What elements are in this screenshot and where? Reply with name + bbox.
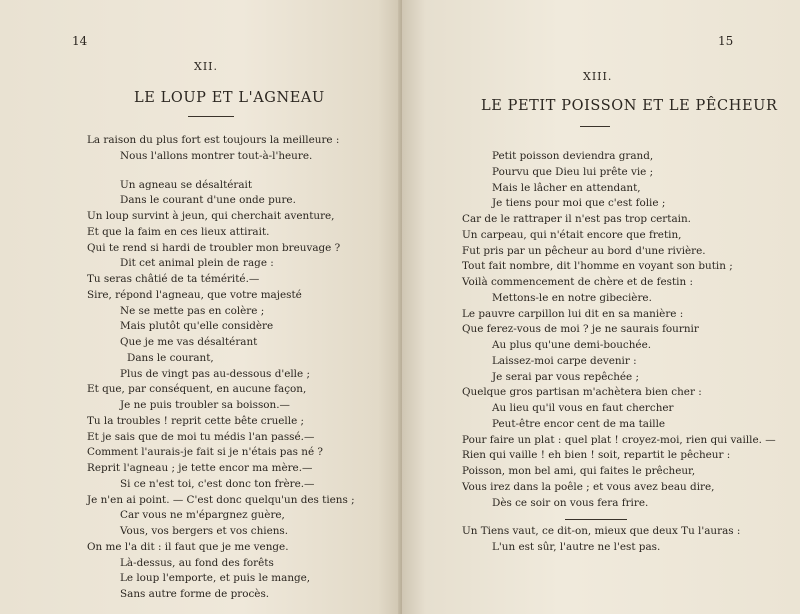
poem-line: Laissez-moi carpe devenir : bbox=[492, 354, 637, 367]
end-rule-right bbox=[565, 519, 627, 520]
poem-line: Mettons-le en notre gibecière. bbox=[492, 291, 652, 304]
stanza-break bbox=[462, 511, 776, 524]
poem-line: Si ce n'est toi, c'est donc ton frère.— bbox=[120, 477, 315, 490]
poem-line: Là-dessus, au fond des forêts bbox=[120, 556, 274, 569]
poem-line: L'un est sûr, l'autre ne l'est pas. bbox=[492, 541, 661, 553]
poem-line: Le loup l'emporte, et puis le mange, bbox=[120, 572, 311, 585]
poem-line: Vous, vos bergers et vos chiens. bbox=[120, 525, 289, 537]
poem-line: Dans le courant, bbox=[127, 351, 214, 364]
poem-line: Petit poisson deviendra grand, bbox=[492, 150, 654, 162]
poem-line: Dans le courant d'une onde pure. bbox=[120, 194, 296, 207]
poem-line: Tu seras châtié de ta témérité.— bbox=[87, 273, 260, 285]
poem-line: Que je me vas désaltérant bbox=[120, 336, 258, 348]
poem-line: Vous irez dans la poêle ; et vous avez beau dire, bbox=[462, 480, 715, 493]
poem-line: On me l'a dit : il faut que je me venge. bbox=[87, 540, 289, 553]
poem-line: Voilà commencement de chère et de festin : bbox=[462, 276, 693, 288]
poem-line: Quelque gros partisan m'achètera bien cher : bbox=[462, 386, 702, 399]
poem-line: Un Tiens vaut, ce dit-on, mieux que deux Tu l'auras : bbox=[462, 525, 741, 538]
title-rule-left bbox=[188, 116, 234, 117]
poem-line: Mais plutôt qu'elle considère bbox=[120, 320, 274, 333]
poem-line: Au lieu qu'il vous en faut chercher bbox=[492, 402, 674, 414]
poem-line: Je ne puis troubler sa boisson.— bbox=[120, 399, 290, 411]
poem-text-right bbox=[462, 149, 776, 556]
page-number-right: 15 bbox=[718, 34, 734, 48]
poem-line: Pour faire un plat : quel plat ! croyez-moi, rien qui vaille. — bbox=[462, 433, 776, 446]
poem-line: Pourvu que Dieu lui prête vie ; bbox=[492, 165, 654, 178]
poem-line: Mais le lâcher en attendant, bbox=[492, 181, 641, 194]
poem-line: Car vous ne m'épargnez guère, bbox=[120, 509, 285, 522]
right-page bbox=[402, 0, 800, 614]
poem-text-left bbox=[87, 133, 355, 603]
poem-line: Je serai par vous repêchée ; bbox=[492, 370, 639, 383]
poem-line: Peut-être encor cent de ma taille bbox=[492, 417, 666, 430]
stanza-break bbox=[87, 165, 355, 178]
poem-line: La raison du plus fort est toujours la meilleure : bbox=[87, 134, 340, 146]
poem-line: Plus de vingt pas au-dessous d'elle ; bbox=[120, 367, 310, 380]
poem-line: Poisson, mon bel ami, qui faites le prêcheur, bbox=[462, 465, 696, 477]
poem-line: Je n'en ai point. — C'est donc quelqu'un des tiens ; bbox=[87, 493, 355, 506]
poem-line: Tout fait nombre, dit l'homme en voyant son butin ; bbox=[462, 260, 733, 273]
poem-line: Un loup survint à jeun, qui cherchait aventure, bbox=[87, 210, 335, 222]
poem-line: Au plus qu'une demi-bouchée. bbox=[492, 339, 652, 351]
section-number-right: XIII. bbox=[583, 70, 613, 83]
title-rule-right bbox=[580, 126, 610, 127]
poem-line: Et je sais que de moi tu médis l'an passé.— bbox=[87, 430, 315, 443]
poem-line: Le pauvre carpillon lui dit en sa manière : bbox=[462, 307, 684, 320]
poem-title-right: LE PETIT POISSON ET LE PÊCHEUR bbox=[481, 98, 778, 114]
page-number-left: 14 bbox=[72, 34, 88, 48]
poem-line: Un agneau se désaltérait bbox=[120, 178, 253, 191]
poem-line: Et que, par conséquent, en aucune façon, bbox=[87, 383, 307, 396]
poem-line: Je tiens pour moi que c'est folie ; bbox=[492, 197, 666, 210]
poem-line: Nous l'allons montrer tout-à-l'heure. bbox=[120, 149, 313, 162]
section-number-left: XII. bbox=[194, 60, 219, 73]
poem-line: Rien qui vaille ! eh bien ! soit, repartit le pêcheur : bbox=[462, 449, 731, 462]
poem-line: Dit cet animal plein de rage : bbox=[120, 257, 274, 270]
poem-line: Car de le rattraper il n'est pas trop certain. bbox=[462, 213, 691, 225]
poem-line: Ne se mette pas en colère ; bbox=[120, 304, 265, 317]
poem-line: Fut pris par un pêcheur au bord d'une rivière. bbox=[462, 244, 706, 257]
poem-title-left: LE LOUP ET L'AGNEAU bbox=[134, 90, 325, 106]
poem-line: Qui te rend si hardi de troubler mon breuvage ? bbox=[87, 241, 341, 254]
poem-line: Sans autre forme de procès. bbox=[120, 588, 270, 600]
poem-line: Sire, répond l'agneau, que votre majesté bbox=[87, 288, 302, 301]
poem-line: Que ferez-vous de moi ? je ne saurais fournir bbox=[462, 323, 699, 336]
poem-line: Dès ce soir on vous fera frire. bbox=[492, 496, 649, 509]
poem-line: Tu la troubles ! reprit cette bête cruelle ; bbox=[87, 414, 305, 427]
poem-line: Un carpeau, qui n'était encore que fretin, bbox=[462, 228, 682, 241]
poem-line: Comment l'aurais-je fait si je n'étais pas né ? bbox=[87, 446, 323, 459]
poem-line: Reprit l'agneau ; je tette encor ma mère.— bbox=[87, 462, 313, 474]
poem-line: Et que la faim en ces lieux attirait. bbox=[87, 225, 270, 238]
